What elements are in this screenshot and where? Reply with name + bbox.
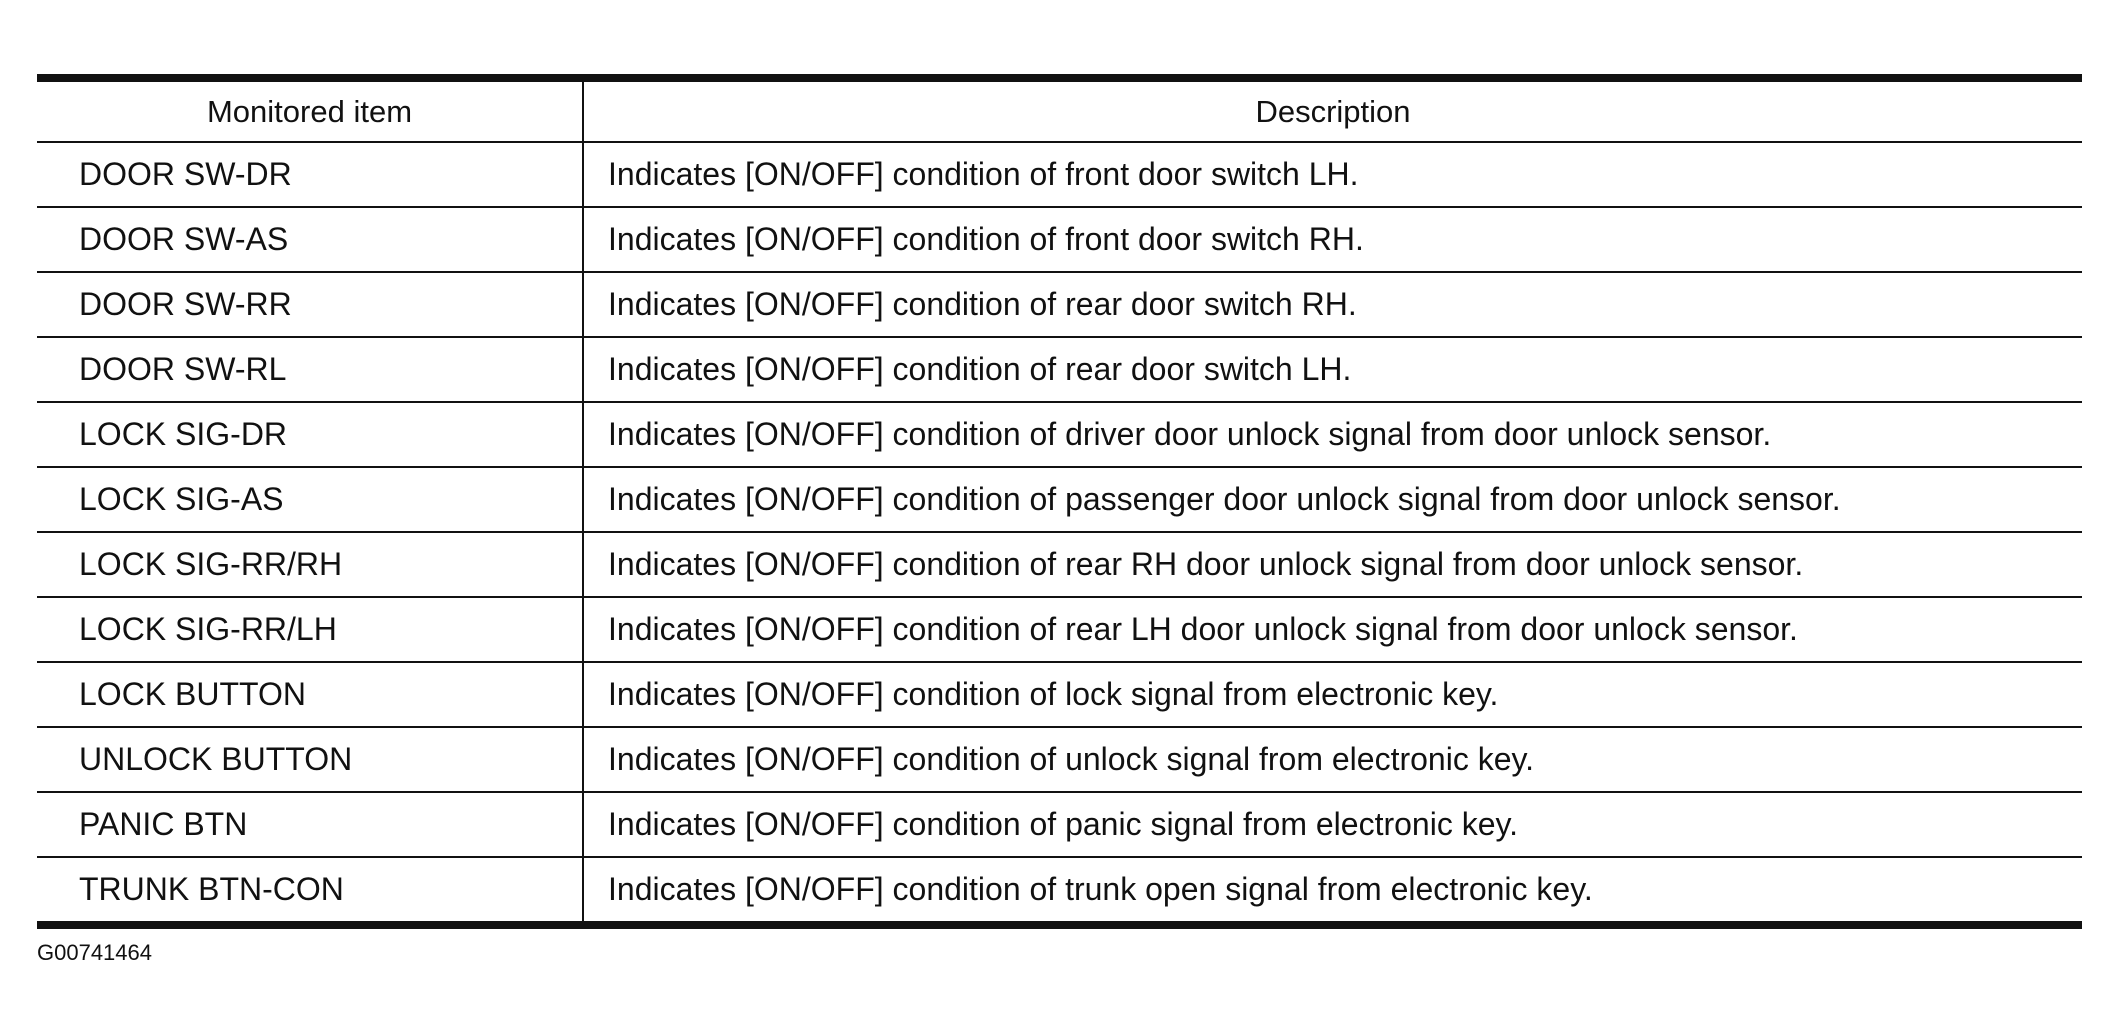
description-cell: Indicates [ON/OFF] condition of rear door switch LH.	[583, 337, 2082, 402]
description-cell: Indicates [ON/OFF] condition of rear LH door unlock signal from door unlock sensor.	[583, 597, 2082, 662]
description-cell: Indicates [ON/OFF] condition of rear door switch RH.	[583, 272, 2082, 337]
table-row	[37, 142, 2082, 207]
table-row	[37, 532, 2082, 597]
table-row	[37, 597, 2082, 662]
description-cell: Indicates [ON/OFF] condition of front door switch RH.	[583, 207, 2082, 272]
monitored-item-cell: DOOR SW-RR	[37, 272, 583, 337]
monitored-items-table	[37, 74, 2082, 929]
monitored-item-cell: LOCK SIG-DR	[37, 402, 583, 467]
description-cell: Indicates [ON/OFF] condition of lock signal from electronic key.	[583, 662, 2082, 727]
table-row	[37, 662, 2082, 727]
table-header-row	[37, 78, 2082, 142]
monitored-item-cell: TRUNK BTN-CON	[37, 857, 583, 925]
table-row	[37, 337, 2082, 402]
monitored-item-cell: PANIC BTN	[37, 792, 583, 857]
table-row	[37, 467, 2082, 532]
monitored-item-cell: LOCK BUTTON	[37, 662, 583, 727]
description-cell: Indicates [ON/OFF] condition of trunk open signal from electronic key.	[583, 857, 2082, 925]
monitored-item-cell: LOCK SIG-RR/RH	[37, 532, 583, 597]
header-monitored-item: Monitored item	[37, 78, 583, 142]
figure-id: G00741464	[37, 940, 152, 965]
table-row	[37, 727, 2082, 792]
monitored-item-cell: DOOR SW-RL	[37, 337, 583, 402]
monitored-item-cell: DOOR SW-DR	[79, 156, 292, 192]
description-cell: Indicates [ON/OFF] condition of front door switch LH.	[583, 142, 2082, 207]
description-cell: Indicates [ON/OFF] condition of driver door unlock signal from door unlock sensor.	[583, 402, 2082, 467]
table-row	[37, 272, 2082, 337]
table-row	[37, 792, 2082, 857]
monitored-item-cell: LOCK SIG-RR/LH	[37, 597, 583, 662]
monitored-item-cell: UNLOCK BUTTON	[37, 727, 583, 792]
description-cell: Indicates [ON/OFF] condition of rear RH door unlock signal from door unlock sensor.	[583, 532, 2082, 597]
monitored-item-cell: DOOR SW-AS	[37, 207, 583, 272]
description-cell: Indicates [ON/OFF] condition of unlock signal from electronic key.	[583, 727, 2082, 792]
table-row	[37, 857, 2082, 925]
header-description: Description	[583, 78, 2082, 142]
table-body	[37, 142, 2082, 925]
table-row	[37, 207, 2082, 272]
description-cell: Indicates [ON/OFF] condition of passenger door unlock signal from door unlock sensor.	[583, 467, 2082, 532]
table-row	[37, 402, 2082, 467]
monitored-item-cell: LOCK SIG-AS	[37, 467, 583, 532]
description-cell: Indicates [ON/OFF] condition of panic signal from electronic key.	[583, 792, 2082, 857]
